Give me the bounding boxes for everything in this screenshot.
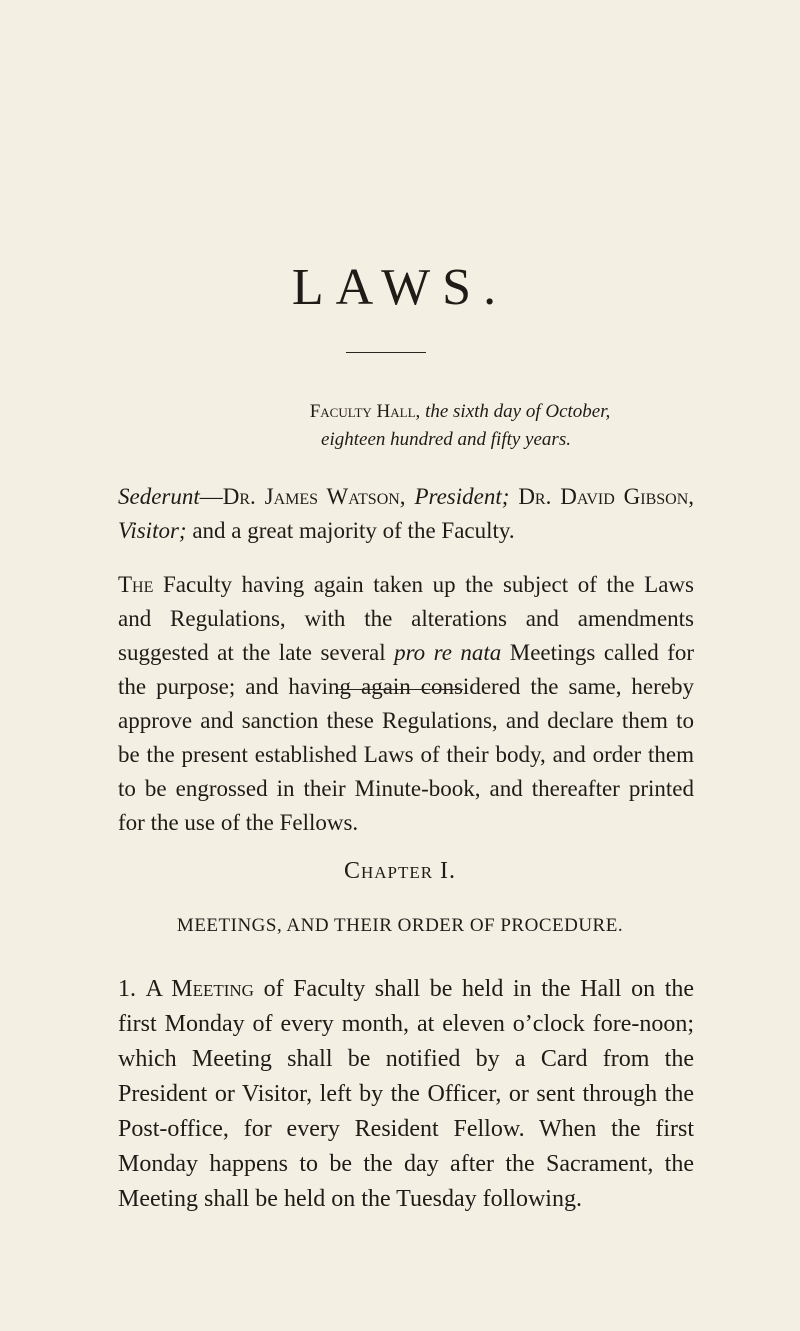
- title-divider: [346, 352, 426, 353]
- visitor-name-part2: Gibson,: [623, 484, 695, 509]
- resolution-text-2: Meetings called for the purpose; and having again considered the same, hereby approve and sanction these Regulations, and declare them to be the present established Laws of their body, and order them to be engrossed in their Minute-book, and thereafter printed for the use of the Fellows.: [118, 640, 695, 835]
- resolution-paragraph: [118, 568, 694, 840]
- law-1-lead: A Meeting: [145, 976, 254, 1002]
- section-divider: [338, 689, 463, 690]
- chapter-title: Chapter I.: [343, 858, 457, 884]
- meeting-header: [0, 398, 800, 454]
- law-1-paragraph: [118, 972, 694, 1217]
- sederunt-rest: and a great majority of the Faculty.: [192, 518, 515, 543]
- resolution-lead: The: [118, 572, 154, 597]
- meeting-date-part1: the sixth day of October,: [425, 401, 611, 422]
- meeting-place: Faculty Hall,: [309, 401, 421, 422]
- sederunt-label: Sederunt: [118, 484, 200, 509]
- sederunt-paragraph: [118, 480, 694, 548]
- section-heading: MEETINGS, AND THEIR ORDER OF PROCEDURE.: [176, 915, 624, 936]
- president-name: Dr. James Watson,: [222, 484, 406, 509]
- meeting-date-part2: eighteen hundred and fifty years.: [321, 429, 571, 450]
- page-title: LAWS.: [291, 259, 509, 316]
- president-role: President;: [414, 484, 510, 509]
- meeting-header-line1: [0, 398, 800, 426]
- sederunt-dash: —: [199, 484, 223, 509]
- law-1-number: 1.: [118, 976, 136, 1002]
- resolution-italic: pro re nata: [394, 640, 502, 665]
- law-1-text: of Faculty shall be held in the Hall on the first Monday of every month, at eleven o’clock fore-noon; which Meeting shall be notified by a Card from the President or Visitor, left by the Officer, or sent through the Post-office, for every Resident Fellow. When the first Monday happens to be the day after the Sacrament, the Meeting shall be held on the Tuesday following.: [118, 976, 695, 1212]
- visitor-name-part1: Dr. David: [518, 484, 615, 509]
- visitor-role: Visitor;: [118, 518, 187, 543]
- resolution-text-1: Faculty having again taken up the subject of the Laws and Regulations, with the alterations and amendments suggested at the late several: [118, 572, 694, 665]
